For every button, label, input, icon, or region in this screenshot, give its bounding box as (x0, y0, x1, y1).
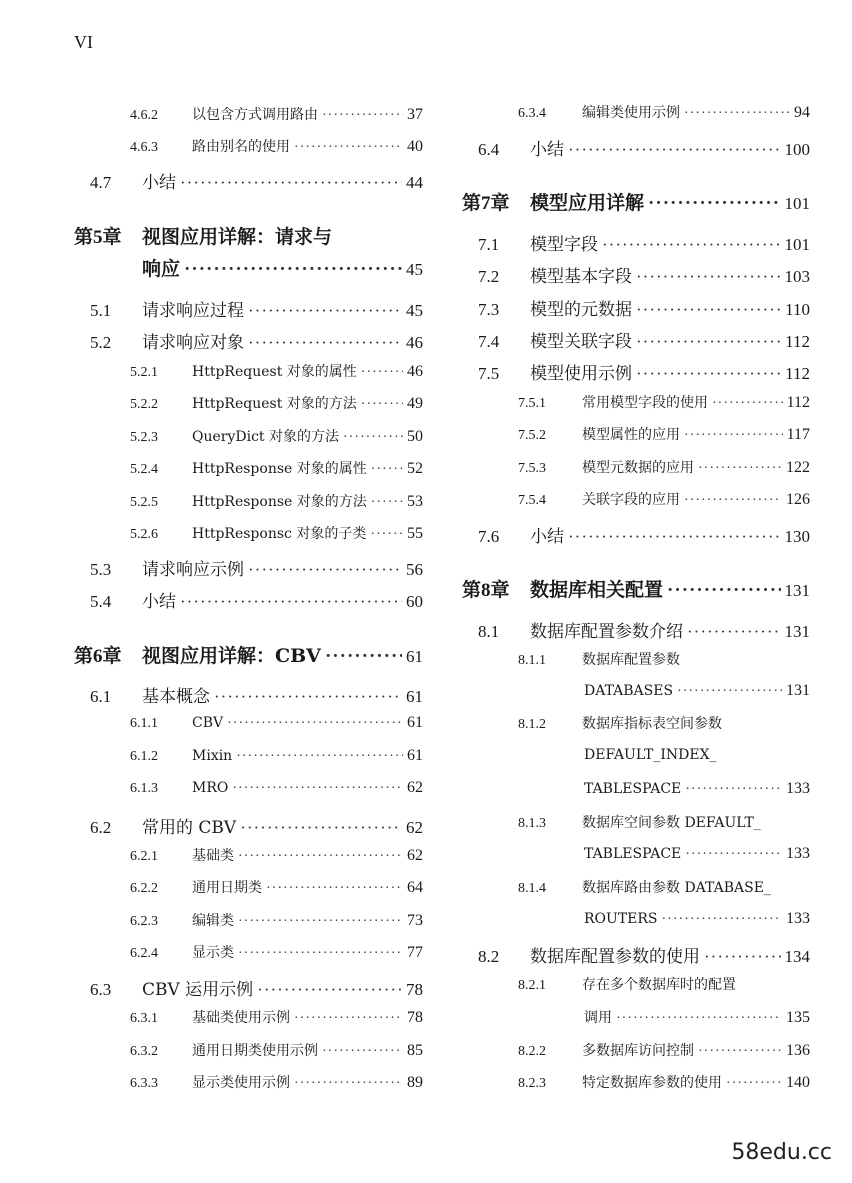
leader-dots (667, 580, 780, 602)
toc-entry (478, 327, 810, 352)
entry-page: 49 (407, 395, 423, 412)
leader-dots (294, 1076, 403, 1092)
entry-number: 5.2.5 (130, 495, 158, 510)
entry-page: 62 (407, 847, 423, 864)
entry-page: 117 (786, 426, 810, 443)
toc-entry (478, 359, 810, 384)
leader-dots (370, 527, 403, 543)
toc-entry (130, 1072, 423, 1092)
entry-page: 45 (406, 260, 423, 279)
toc-entry (130, 877, 423, 897)
leader-dots (662, 912, 782, 928)
toc-entry (90, 975, 423, 1000)
entry-title: 模型关联字段 (530, 332, 632, 352)
leader-dots (636, 300, 781, 320)
toc-entry (518, 457, 810, 477)
toc-entry (130, 1007, 423, 1027)
entry-title: CBV 运用示例 (142, 980, 254, 1000)
entry-page: 61 (407, 714, 423, 731)
entry-number: 7.5.4 (518, 493, 546, 508)
entry-number: 6.2.2 (130, 881, 158, 896)
entry-number: 8.2.2 (518, 1044, 546, 1059)
entry-number: 6.2.3 (130, 914, 158, 929)
entry-title: 显示类 (192, 945, 234, 961)
entry-title: 视图应用详解：CBV (142, 645, 321, 667)
entry-title: HttpRequest 对象的属性 (192, 364, 357, 380)
entry-number: 6.2.4 (130, 946, 158, 961)
entry-title: 响应 (142, 258, 181, 280)
leader-dots (214, 687, 402, 707)
entry-page: 78 (407, 1009, 423, 1026)
leader-dots (371, 462, 403, 478)
entry-number: 7.5 (478, 364, 500, 383)
leader-dots (602, 235, 781, 255)
entry-title: 数据库相关配置 (530, 579, 664, 601)
entry-title: 小结 (142, 592, 176, 612)
entry-number: 7.3 (478, 300, 500, 319)
entry-title: 基本概念 (142, 687, 210, 707)
leader-dots (238, 849, 403, 865)
entry-title: 模型元数据的应用 (582, 460, 694, 476)
entry-page: 77 (407, 944, 423, 961)
toc-entry (478, 135, 810, 160)
leader-dots (322, 108, 403, 124)
entry-title: 数据库配置参数 (582, 652, 680, 668)
entry-number: 4.6.2 (130, 108, 158, 123)
leader-dots (684, 106, 790, 122)
entry-number: 5.2 (90, 333, 112, 352)
toc-entry (478, 522, 810, 547)
entry-page: 100 (784, 140, 810, 159)
entry-page: 134 (784, 947, 810, 966)
toc-entry (518, 489, 810, 509)
entry-number: 第8章 (462, 580, 510, 601)
toc-entry (518, 812, 810, 832)
entry-page: 103 (784, 267, 810, 286)
entry-page: 94 (794, 104, 810, 121)
leader-dots (232, 781, 403, 797)
leader-dots (227, 716, 403, 732)
toc-entry (130, 393, 423, 413)
entry-title: HttpResponse 对象的方法 (192, 494, 367, 510)
toc-entry (130, 714, 423, 732)
toc-entry (518, 780, 810, 798)
entry-number: 8.1.3 (518, 816, 546, 831)
toc-entry (90, 813, 423, 838)
entry-page: 131 (784, 581, 810, 600)
toc-entry (518, 392, 810, 412)
toc-entry (478, 617, 810, 642)
leader-dots (648, 193, 780, 215)
entry-page: 55 (407, 525, 423, 542)
page-number: VI (74, 32, 93, 52)
entry-title: Mixin (192, 748, 233, 764)
entry-page: 37 (407, 106, 423, 123)
leader-dots (726, 1076, 782, 1092)
toc-entry (518, 424, 810, 444)
entry-title: 存在多个数据库时的配置 (582, 977, 736, 993)
entry-title: ROUTERS (584, 911, 658, 927)
entry-number: 5.1 (90, 301, 112, 320)
leader-dots (704, 947, 781, 967)
leader-dots (257, 980, 402, 1000)
entry-page: 122 (786, 459, 810, 476)
entry-page: 131 (784, 622, 810, 641)
entry-page: 112 (785, 332, 810, 351)
entry-number: 7.5.1 (518, 396, 546, 411)
entry-title: 常用的 CBV (142, 818, 237, 838)
entry-title: 路由别名的使用 (192, 139, 290, 155)
entry-number: 6.1.1 (130, 716, 158, 731)
leader-dots (248, 333, 402, 353)
entry-page: 136 (786, 1042, 810, 1059)
toc-entry (90, 168, 423, 193)
entry-page: 64 (407, 879, 423, 896)
leader-dots (685, 782, 782, 798)
entry-title: 编辑类使用示例 (582, 105, 680, 121)
entry-title: 编辑类 (192, 913, 234, 929)
chapter-entry (462, 188, 810, 215)
entry-page: 56 (406, 560, 423, 579)
entry-number: 4.6.3 (130, 140, 158, 155)
leader-dots (371, 495, 403, 511)
toc-entry (518, 649, 810, 669)
entry-page: 140 (786, 1074, 810, 1091)
toc-entry (518, 1007, 810, 1027)
entry-number: 6.3.2 (130, 1044, 158, 1059)
toc-entry (478, 230, 810, 255)
entry-number: 4.7 (90, 173, 112, 192)
entry-title: 特定数据库参数的使用 (582, 1075, 722, 1091)
toc-entry (130, 910, 423, 930)
entry-number: 第6章 (74, 646, 122, 667)
leader-dots (687, 622, 781, 642)
entry-title: 基础类使用示例 (192, 1010, 290, 1026)
entry-number: 5.2.1 (130, 365, 158, 380)
entry-title: 小结 (530, 140, 564, 160)
entry-title: CBV (192, 715, 224, 731)
entry-title: 视图应用详解：请求与 (142, 226, 333, 248)
leader-dots (698, 1044, 782, 1060)
entry-title: 多数据库访问控制 (582, 1043, 694, 1059)
entry-number: 7.4 (478, 332, 500, 351)
entry-title: 请求响应示例 (142, 560, 244, 580)
entry-title: DEFAULT_INDEX_ (584, 747, 717, 763)
toc-entry (130, 491, 423, 511)
toc-entry (130, 361, 423, 381)
entry-page: 52 (407, 460, 423, 477)
entry-title: 通用日期类使用示例 (192, 1043, 318, 1059)
entry-number: 第7章 (462, 193, 510, 214)
toc-entry (518, 102, 810, 122)
leader-dots (636, 364, 781, 384)
entry-page: 85 (407, 1042, 423, 1059)
entry-number: 5.2.2 (130, 397, 158, 412)
watermark: 58edu.cc (731, 1140, 832, 1165)
entry-page: 46 (406, 333, 423, 352)
toc-entry (478, 262, 810, 287)
leader-dots (322, 1044, 403, 1060)
entry-number: 7.5.3 (518, 461, 546, 476)
entry-page: 46 (407, 363, 423, 380)
entry-title: 请求响应对象 (142, 333, 244, 353)
toc-entry (130, 523, 423, 543)
leader-dots (616, 1011, 782, 1027)
entry-title: TABLESPACE (584, 781, 682, 797)
leader-dots (294, 140, 403, 156)
entry-title: TABLESPACE (584, 846, 682, 862)
entry-title: 数据库空间参数 DEFAULT_ (582, 815, 761, 831)
entry-title: HttpResponsc 对象的子类 (192, 526, 367, 542)
leader-dots (568, 527, 781, 547)
entry-page: 44 (406, 173, 423, 192)
entry-title: 通用日期类 (192, 880, 262, 896)
entry-number: 7.6 (478, 527, 500, 546)
toc-entry (518, 845, 810, 863)
toc-entry (478, 942, 810, 967)
leader-dots (248, 560, 402, 580)
entry-title: 数据库指标表空间参数 (582, 716, 722, 732)
entry-page: 131 (786, 682, 810, 699)
entry-number: 6.1.2 (130, 749, 158, 764)
entry-page: 61 (407, 747, 423, 764)
toc-entry (130, 136, 423, 156)
entry-title: 模型使用示例 (530, 364, 632, 384)
entry-page: 112 (786, 394, 810, 411)
entry-page: 101 (784, 194, 810, 213)
entry-number: 6.3 (90, 980, 112, 999)
entry-number: 6.2.1 (130, 849, 158, 864)
toc-entry (90, 555, 423, 580)
leader-dots (325, 646, 402, 668)
entry-title: 模型字段 (530, 235, 598, 255)
entry-number: 6.3.3 (130, 1076, 158, 1091)
toc-entry (518, 747, 810, 763)
leader-dots (248, 301, 402, 321)
entry-number: 8.1.1 (518, 653, 546, 668)
entry-title: 请求响应过程 (142, 301, 244, 321)
entry-number: 5.3 (90, 560, 112, 579)
entry-page: 126 (786, 491, 810, 508)
entry-title: 数据库配置参数的使用 (530, 947, 700, 967)
toc-entry (90, 296, 423, 321)
toc-entry (130, 747, 423, 765)
chapter-entry (74, 641, 423, 668)
entry-number: 8.2.3 (518, 1076, 546, 1091)
entry-title: MRO (192, 780, 229, 796)
entry-page: 62 (407, 779, 423, 796)
leader-dots (184, 259, 402, 281)
toc-entry (130, 942, 423, 962)
entry-title: 数据库配置参数介绍 (530, 622, 683, 642)
leader-dots (294, 1011, 403, 1027)
entry-page: 45 (406, 301, 423, 320)
leader-dots (712, 396, 783, 412)
entry-title: DATABASES (584, 683, 674, 699)
entry-number: 5.2.6 (130, 527, 158, 542)
entry-number: 7.2 (478, 267, 500, 286)
entry-page: 133 (786, 910, 810, 927)
leader-dots (236, 749, 403, 765)
toc-entry (518, 1040, 810, 1060)
entry-title: 调用 (584, 1010, 612, 1026)
entry-page: 50 (407, 428, 423, 445)
entry-page: 135 (786, 1009, 810, 1026)
entry-title: 模型基本字段 (530, 267, 632, 287)
entry-number: 5.2.3 (130, 430, 158, 445)
entry-page: 101 (784, 235, 810, 254)
entry-number: 6.4 (478, 140, 500, 159)
toc-entry (90, 587, 423, 612)
toc-entry (478, 295, 810, 320)
entry-title: 以包含方式调用路由 (192, 107, 318, 123)
entry-title: 小结 (142, 173, 176, 193)
toc-entry (74, 254, 423, 281)
entry-number: 5.2.4 (130, 462, 158, 477)
entry-number: 6.3.1 (130, 1011, 158, 1026)
entry-page: 61 (406, 687, 423, 706)
leader-dots (343, 430, 403, 446)
leader-dots (685, 847, 782, 863)
entry-number: 6.2 (90, 818, 112, 837)
entry-title: 数据库路由参数 DATABASE_ (582, 880, 771, 896)
entry-page: 53 (407, 493, 423, 510)
entry-title: QueryDict 对象的方法 (192, 429, 339, 445)
entry-number: 5.4 (90, 592, 112, 611)
entry-number: 8.2 (478, 947, 500, 966)
toc-entry (518, 1072, 810, 1092)
toc-entry (518, 713, 810, 733)
entry-title: 显示类使用示例 (192, 1075, 290, 1091)
entry-page: 62 (406, 818, 423, 837)
leader-dots (361, 365, 403, 381)
leader-dots (636, 267, 781, 287)
entry-title: HttpResponse 对象的属性 (192, 461, 367, 477)
leader-dots (684, 493, 782, 509)
entry-number: 6.1.3 (130, 781, 158, 796)
entry-page: 78 (406, 980, 423, 999)
entry-page: 60 (406, 592, 423, 611)
entry-number: 第5章 (74, 227, 122, 248)
leader-dots (698, 461, 782, 477)
toc-entry (130, 426, 423, 446)
entry-page: 112 (785, 364, 810, 383)
toc-entry (518, 682, 810, 700)
entry-page: 110 (785, 300, 810, 319)
leader-dots (238, 914, 403, 930)
chapter-entry (462, 575, 810, 602)
leader-dots (238, 946, 403, 962)
entry-number: 8.1 (478, 622, 500, 641)
toc-entry (90, 682, 423, 707)
entry-title: 关联字段的应用 (582, 492, 680, 508)
leader-dots (361, 397, 403, 413)
entry-page: 73 (407, 912, 423, 929)
chapter-entry (74, 222, 423, 249)
entry-title: 常用模型字段的使用 (582, 395, 708, 411)
leader-dots (684, 428, 783, 444)
toc-entry (130, 845, 423, 865)
entry-number: 7.1 (478, 235, 500, 254)
entry-number: 6.3.4 (518, 106, 546, 121)
entry-title: 模型属性的应用 (582, 427, 680, 443)
entry-page: 89 (407, 1074, 423, 1091)
entry-title: 模型应用详解 (530, 192, 645, 214)
entry-number: 8.2.1 (518, 978, 546, 993)
leader-dots (568, 140, 781, 160)
entry-title: 基础类 (192, 848, 234, 864)
entry-page: 61 (406, 647, 423, 666)
entry-page: 130 (784, 527, 810, 546)
leader-dots (677, 684, 782, 700)
entry-number: 7.5.2 (518, 428, 546, 443)
toc-entry (518, 877, 810, 897)
toc-entry (518, 974, 810, 994)
entry-page: 133 (786, 845, 810, 862)
entry-number: 8.1.2 (518, 717, 546, 732)
toc-entry (130, 779, 423, 797)
entry-number: 8.1.4 (518, 881, 546, 896)
toc-entry (130, 458, 423, 478)
toc-entry (130, 1040, 423, 1060)
toc-entry (130, 104, 423, 124)
toc-entry (518, 910, 810, 928)
leader-dots (180, 592, 402, 612)
leader-dots (636, 332, 781, 352)
leader-dots (266, 881, 403, 897)
entry-title: 小结 (530, 527, 564, 547)
entry-page: 133 (786, 780, 810, 797)
leader-dots (180, 173, 402, 193)
leader-dots (240, 818, 402, 838)
entry-page: 40 (407, 138, 423, 155)
entry-number: 6.1 (90, 687, 112, 706)
entry-title: 模型的元数据 (530, 300, 632, 320)
entry-title: HttpRequest 对象的方法 (192, 396, 357, 412)
toc-entry (90, 328, 423, 353)
